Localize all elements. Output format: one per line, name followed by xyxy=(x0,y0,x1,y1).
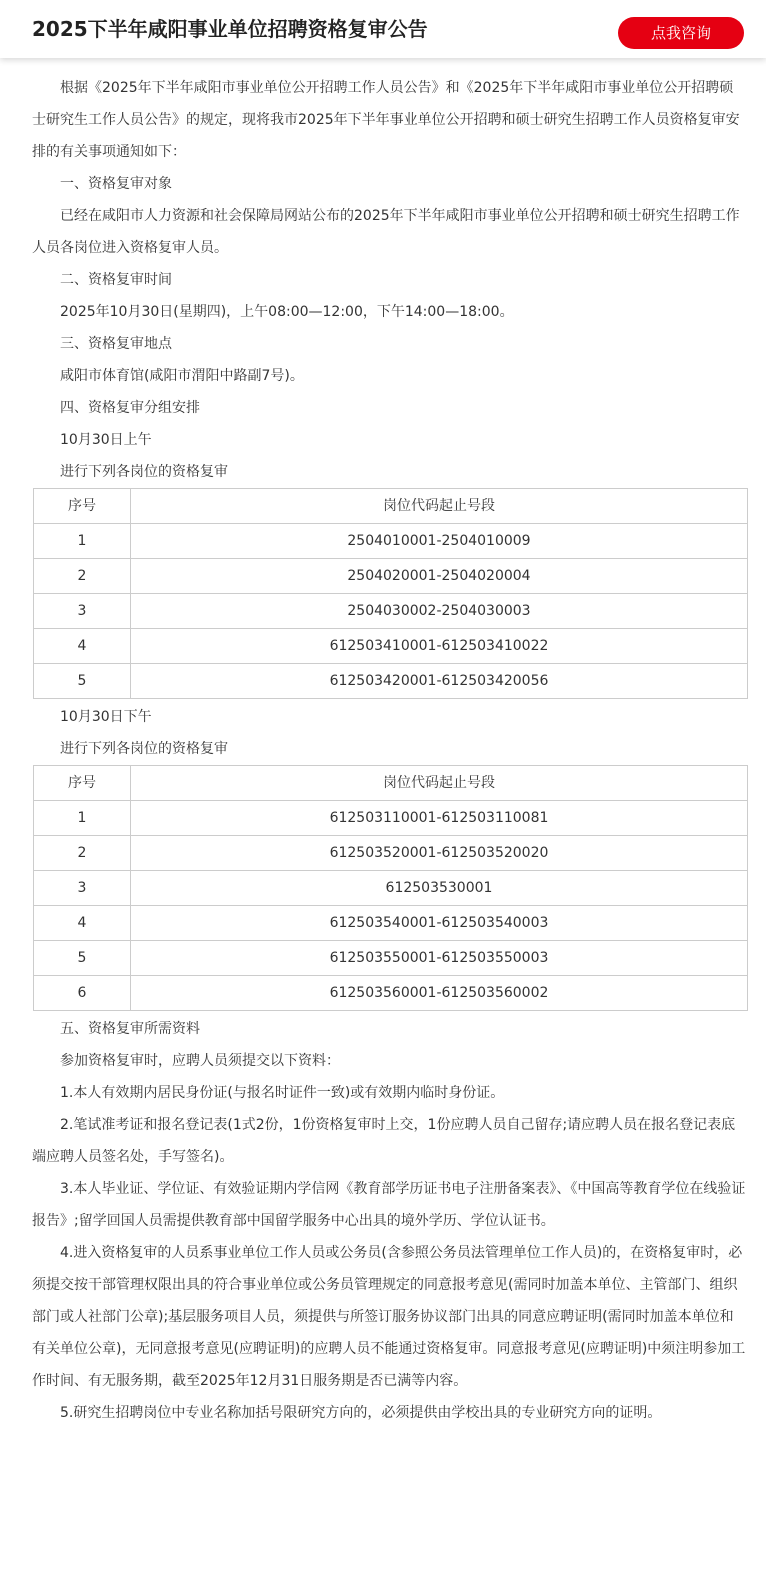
table-cell: 2504010001-2504010009 xyxy=(131,524,748,559)
page-title: 2025下半年咸阳事业单位招聘资格复审公告 xyxy=(32,17,428,41)
afternoon-label: 10月30日下午 xyxy=(60,709,152,725)
intro-paragraph: 根据《2025年下半年咸阳市事业单位公开招聘工作人员公告》和《2025年下半年咸阳市事业单位公开招聘硕士研究生工作人员公告》的规定，现将我市2025年下半年事业单位公开招聘和硕士研究生招聘工作人员资格复审安排的有关事项通知如下： xyxy=(32,80,740,160)
table-row xyxy=(34,941,748,976)
table-cell: 3 xyxy=(34,871,131,906)
article-body xyxy=(32,72,746,1429)
table-row xyxy=(34,906,748,941)
table-row xyxy=(34,664,748,699)
table-cell: 2 xyxy=(34,559,131,594)
table-cell: 612503550001-612503550003 xyxy=(131,941,748,976)
table-cell: 612503420001-612503420056 xyxy=(131,664,748,699)
section-2-title: 二、资格复审时间 xyxy=(60,272,172,288)
section-5-intro: 参加资格复审时，应聘人员须提交以下资料： xyxy=(60,1053,340,1069)
morning-intro: 进行下列各岗位的资格复审 xyxy=(60,464,228,480)
section-3-body: 咸阳市体育馆(咸阳市渭阳中路副7号)。 xyxy=(60,368,304,384)
section-1-title: 一、资格复审对象 xyxy=(60,176,172,192)
table-cell: 6 xyxy=(34,976,131,1011)
table-row xyxy=(34,871,748,906)
table-cell: 1 xyxy=(34,524,131,559)
table-header-cell: 岗位代码起止号段 xyxy=(131,489,748,524)
table-header-cell: 序号 xyxy=(34,489,131,524)
table-cell: 3 xyxy=(34,594,131,629)
table-cell: 2 xyxy=(34,836,131,871)
morning-label: 10月30日上午 xyxy=(60,432,152,448)
table-row xyxy=(34,559,748,594)
table-cell: 612503110001-612503110081 xyxy=(131,801,748,836)
morning-table xyxy=(33,488,748,699)
table-row xyxy=(34,629,748,664)
table-cell: 612503560001-612503560002 xyxy=(131,976,748,1011)
section-2-body: 2025年10月30日(星期四)，上午08:00—12:00，下午14:00—18:00。 xyxy=(60,304,514,320)
requirement-item-4: 4.进入资格复审的人员系事业单位工作人员或公务员(含参照公务员法管理单位工作人员)的，在资格复审时，必须提交按干部管理权限出具的符合事业单位或公务员管理规定的同意报考意见(需同时加盖本单位、主管部门、组织部门或人社部门公章);基层服务项目人员，须提供与所签订服务协议部门出具的同意应聘证明(需同时加盖本单位和有关单位公章)，无同意报考意见(应聘证明)的应聘人员不能通过资格复审。同意报考意见(应聘证明)中须注明参加工作时间、有无服务期，截至2025年12月31日服务期是否已满等内容。 xyxy=(32,1245,746,1389)
section-5-title: 五、资格复审所需资料 xyxy=(60,1021,200,1037)
requirement-item-5: 5.研究生招聘岗位中专业名称加括号限研究方向的，必须提供由学校出具的专业研究方向的证明。 xyxy=(60,1405,662,1421)
table-cell: 612503530001 xyxy=(131,871,748,906)
section-4-title: 四、资格复审分组安排 xyxy=(60,400,200,416)
table-cell: 1 xyxy=(34,801,131,836)
table-header-cell: 岗位代码起止号段 xyxy=(131,766,748,801)
section-1-body: 已经在咸阳市人力资源和社会保障局网站公布的2025年下半年咸阳市事业单位公开招聘和硕士研究生招聘工作人员各岗位进入资格复审人员。 xyxy=(32,208,740,256)
page-header xyxy=(0,0,766,58)
afternoon-table xyxy=(33,765,748,1011)
table-cell: 5 xyxy=(34,664,131,699)
table-cell: 4 xyxy=(34,629,131,664)
table-cell: 5 xyxy=(34,941,131,976)
section-3-title: 三、资格复审地点 xyxy=(60,336,172,352)
table-cell: 4 xyxy=(34,906,131,941)
table-header-row xyxy=(34,766,748,801)
table-cell: 612503520001-612503520020 xyxy=(131,836,748,871)
table-row xyxy=(34,801,748,836)
afternoon-intro: 进行下列各岗位的资格复审 xyxy=(60,741,228,757)
table-row xyxy=(34,594,748,629)
table-header-cell: 序号 xyxy=(34,766,131,801)
table-cell: 612503540001-612503540003 xyxy=(131,906,748,941)
table-header-row xyxy=(34,489,748,524)
table-cell: 2504030002-2504030003 xyxy=(131,594,748,629)
requirement-item-2: 2.笔试准考证和报名登记表(1式2份，1份资格复审时上交，1份应聘人员自己留存;请应聘人员在报名登记表底端应聘人员签名处，手写签名)。 xyxy=(32,1117,736,1165)
consult-button[interactable]: 点我咨询 xyxy=(618,17,744,49)
requirement-item-1: 1.本人有效期内居民身份证(与报名时证件一致)或有效期内临时身份证。 xyxy=(60,1085,505,1101)
table-row xyxy=(34,524,748,559)
table-cell: 612503410001-612503410022 xyxy=(131,629,748,664)
table-cell: 2504020001-2504020004 xyxy=(131,559,748,594)
table-row xyxy=(34,836,748,871)
table-row xyxy=(34,976,748,1011)
requirement-item-3: 3.本人毕业证、学位证、有效验证期内学信网《教育部学历证书电子注册备案表》、《中国高等教育学位在线验证报告》;留学回国人员需提供教育部中国留学服务中心出具的境外学历、学位认证书。 xyxy=(32,1181,746,1229)
